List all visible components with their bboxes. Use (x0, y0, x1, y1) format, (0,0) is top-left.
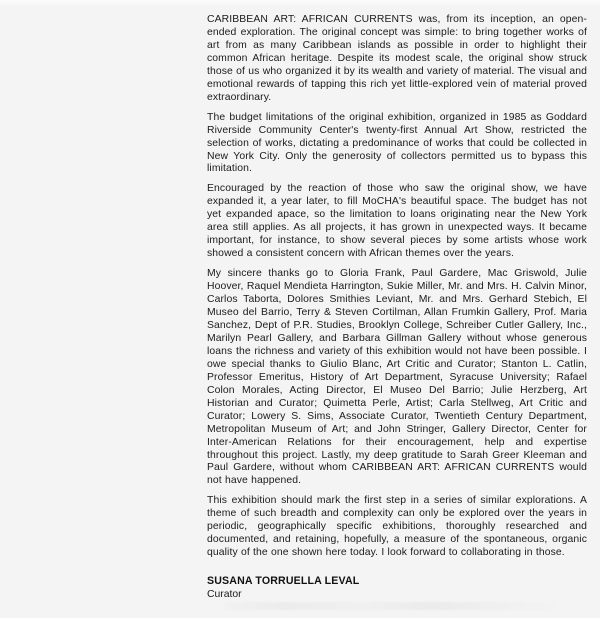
statement-paragraph-2: The budget limitations of the original exhibition, organized in 1985 as Goddard Riverside Community Center's twenty-first Annual Art Show, restricted the selection of works, dictating a predominance of works that could be collected in New York City. Only the generosity of collectors permitted us to bypass this limitation. (207, 111, 587, 175)
signature-block (207, 575, 587, 601)
statement-text-column (207, 14, 587, 601)
statement-paragraph-5: This exhibition should mark the first step in a series of similar explorations. A theme of such breadth and complexity can only be explored over the years in periodic, geographically specific exhibitions, thoroughly researched and documented, and retaining, hopefully, a measure of the spontaneous, organic quality of the one shown here today. I look forward to collaborating in those. (207, 495, 587, 559)
acknowledgments-paragraph: My sincere thanks go to Gloria Frank, Paul Gardere, Mac Griswold, Julie Hoover, Raquel Mendieta Harrington, Sukie Miller, Mr. and Mrs. H. Calvin Minor, Carlos Taborta, Dolores Smithies Leviant, Mr. and Mrs. Gerhard Stebich, El Museo del Barrio, Terry & Steven Cortilman, Allan Frumkin Gallery, Prof. Maria Sanchez, Dept of P.R. Studies, Brooklyn College, Schreiber Cutler Gallery, Inc., Marilyn Pearl Gallery, and Barbara Gillman Gallery without whose generous loans the richness and variety of this exhibition would not have been possible. I owe special thanks to Giulio Blanc, Art Critic and Curator; Stanton L. Catlin, Professor Emeritus, History of Art Department, Syracuse University; Rafael Colon Morales, Acting Director, El Museo Del Barrio; Julie Herzberg, Art Historian and Curator; Quimetta Perle, Artist; Carla Stellweg, Art Critic and Curator; Lowery S. Sims, Associate Curator, Twentieth Century Department, Metropolitan Museum of Art; and John Stringer, Gallery Director, Center for Inter-American Relations for their encouragement, help and expertise throughout this project. Lastly, my deep gratitude to Sarah Greer Kleeman and Paul Gardere, without whom CARIBBEAN ART: AFRICAN CURRENTS would not have happened. (207, 268, 587, 487)
curator-name: SUSANA TORRUELLA LEVAL (207, 575, 360, 588)
statement-paragraph-1: CARIBBEAN ART: AFRICAN CURRENTS was, from its inception, an open-ended exploration. The original concept was simple: to bring together works of art from as many Caribbean islands as possible in order to highlight their common African heritage. Despite its modest scale, the original show struck those of us who organized it by its wealth and variety of material. The visual and emotional rewards of tapping this rich yet little-explored vein of material proved extraordinary. (207, 14, 587, 103)
curator-title: Curator (207, 589, 242, 601)
statement-paragraph-3: Encouraged by the reaction of those who saw the original show, we have expanded it, a year later, to fill MoCHA's beautiful space. The budget has not yet expanded apace, so the limitation to loans originating near the New York area still applies. As all projects, it has grown in unexpected ways. It became important, for instance, to show several pieces by some artists whose work showed a consistent concern with African themes over the years. (207, 183, 587, 260)
